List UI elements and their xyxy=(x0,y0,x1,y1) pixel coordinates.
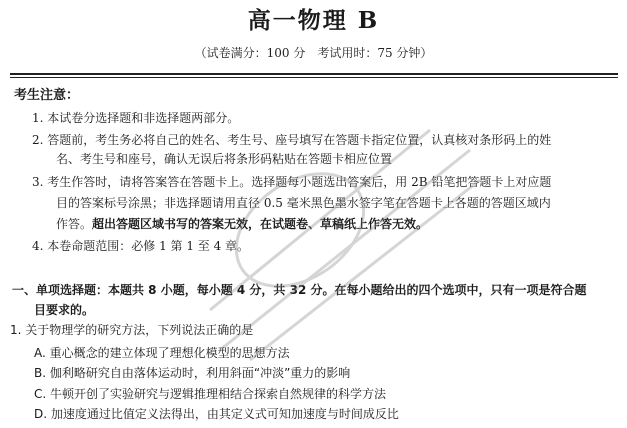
question-option-d: D. 加速度通过比值定义法得出，由其定义式可知加速度与时间成反比 xyxy=(34,407,399,421)
header-rule-thick xyxy=(10,73,618,75)
header-rule-thin xyxy=(10,77,618,78)
question-option-c: C. 牛顿开创了实验研究与逻辑推理相结合探索自然规律的科学方法 xyxy=(34,387,387,401)
notice-heading: 考生注意： xyxy=(14,88,80,103)
notice-item-3-bold: 超出答题区域书写的答案无效，在试题卷、草稿纸上作答无效。 xyxy=(92,217,429,231)
section-heading-line1: 一、单项选择题：本题共 8 小题，每小题 4 分，共 32 分。在每小题给出的四个选项中，只有一项是符合题 xyxy=(12,283,587,297)
section-heading-line2: 目要求的。 xyxy=(34,303,95,317)
notice-item-3-plain: 作答。 xyxy=(56,217,93,231)
exam-subtitle: （试卷满分：100 分 考试用时：75 分钟） xyxy=(194,46,433,60)
notice-item-4: 4. 本卷命题范围：必修 1 第 1 至 4 章。 xyxy=(32,239,250,253)
question-stem: 1. 关于物理学的研究方法，下列说法正确的是 xyxy=(10,323,254,337)
notice-item-1: 1. 本试卷分选择题和非选择题两部分。 xyxy=(32,111,240,125)
question-option-b: B. 伽利略研究自由落体运动时，利用斜面“冲淡”重力的影响 xyxy=(34,366,351,380)
notice-item-3-line2: 目的答案标号涂黑；非选择题请用直径 0.5 毫米黑色墨水签字笔在答题卡上各题的答题区域内 xyxy=(56,196,551,210)
notice-item-2-line2: 名、考生号和座号，确认无误后将条形码粘贴在答题卡相应位置 xyxy=(56,152,393,166)
notice-item-3-line3 xyxy=(56,216,428,232)
notice-item-2-line1: 2. 答题前，考生务必将自己的姓名、考生号、座号填写在答题卡指定位置，认真核对条形码上的姓 xyxy=(32,133,552,147)
exam-title: 高一物理 B xyxy=(247,7,380,34)
question-option-a: A. 重心概念的建立体现了理想化模型的思想方法 xyxy=(34,346,290,360)
notice-item-3-line1: 3. 考生作答时，请将答案答在答题卡上。选择题每小题选出答案后，用 2B 铅笔把答题卡上对应题 xyxy=(32,175,552,189)
